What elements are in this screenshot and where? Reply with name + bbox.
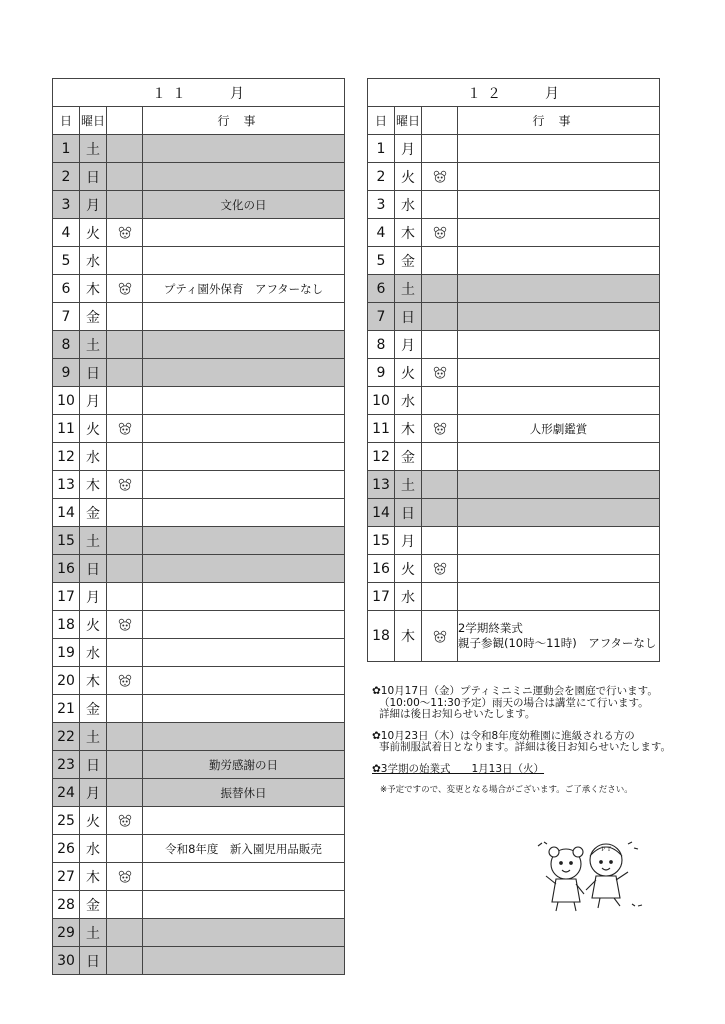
icon-cell bbox=[107, 667, 143, 695]
icon-cell bbox=[422, 527, 458, 555]
mouse-icon bbox=[118, 225, 132, 240]
event-cell bbox=[143, 667, 345, 695]
calendar-row bbox=[53, 359, 345, 387]
event-cell bbox=[458, 135, 660, 163]
calendar-row bbox=[53, 527, 345, 555]
mouse-icon bbox=[118, 869, 132, 884]
weekday: 金 bbox=[80, 499, 107, 527]
calendar-row bbox=[368, 527, 660, 555]
icon-cell bbox=[107, 443, 143, 471]
day-number: 9 bbox=[53, 359, 80, 387]
icon-cell bbox=[422, 359, 458, 387]
icon-cell bbox=[107, 891, 143, 919]
icon-cell bbox=[107, 499, 143, 527]
weekday: 金 bbox=[395, 247, 422, 275]
event-cell bbox=[143, 163, 345, 191]
event-cell bbox=[143, 247, 345, 275]
event-line: 親子参観(10時～11時) アフターなし bbox=[458, 636, 657, 650]
header-row bbox=[368, 107, 660, 135]
day-number: 24 bbox=[53, 779, 80, 807]
calendar-row bbox=[53, 555, 345, 583]
event-cell bbox=[458, 275, 660, 303]
event-cell bbox=[143, 499, 345, 527]
weekday: 土 bbox=[80, 527, 107, 555]
event-cell bbox=[458, 555, 660, 583]
day-number: 6 bbox=[368, 275, 395, 303]
weekday: 日 bbox=[80, 359, 107, 387]
cap-text: ＰＴ bbox=[600, 846, 613, 853]
weekday: 水 bbox=[395, 191, 422, 219]
event-cell bbox=[458, 387, 660, 415]
event-cell: プティ園外保育 アフターなし bbox=[143, 275, 345, 303]
calendar-row bbox=[368, 387, 660, 415]
mouse-icon bbox=[118, 813, 132, 828]
calendar-row bbox=[53, 247, 345, 275]
calendar-row bbox=[53, 639, 345, 667]
event-cell bbox=[458, 219, 660, 247]
icon-cell bbox=[107, 527, 143, 555]
calendar-row bbox=[368, 415, 660, 443]
note-disclaimer: ※予定ですので、変更となる場合がございます。ご了承ください。 bbox=[380, 785, 633, 795]
month-title bbox=[368, 79, 660, 107]
mouse-icon bbox=[118, 281, 132, 296]
icon-cell bbox=[107, 275, 143, 303]
weekday: 火 bbox=[395, 359, 422, 387]
calendar-row bbox=[53, 443, 345, 471]
icon-cell bbox=[107, 947, 143, 975]
note-line: ✿3学期の始業式 1月13日（火） bbox=[372, 762, 545, 775]
mouse-icon bbox=[433, 421, 447, 436]
event-cell bbox=[143, 919, 345, 947]
icon-cell bbox=[107, 723, 143, 751]
icon-cell bbox=[107, 751, 143, 779]
event-cell: 人形劇鑑賞 bbox=[458, 415, 660, 443]
month-label: 月 bbox=[545, 85, 560, 102]
header-events: 行事 bbox=[143, 107, 345, 135]
icon-cell bbox=[107, 135, 143, 163]
calendar-row bbox=[53, 275, 345, 303]
weekday: 日 bbox=[80, 751, 107, 779]
day-number: 10 bbox=[368, 387, 395, 415]
weekday: 木 bbox=[395, 611, 422, 662]
event-cell bbox=[143, 611, 345, 639]
event-cell bbox=[143, 219, 345, 247]
icon-cell bbox=[107, 247, 143, 275]
weekday: 火 bbox=[395, 163, 422, 191]
weekday: 日 bbox=[395, 303, 422, 331]
event-cell bbox=[143, 387, 345, 415]
mouse-icon bbox=[118, 477, 132, 492]
day-number: 16 bbox=[368, 555, 395, 583]
day-number: 2 bbox=[53, 163, 80, 191]
day-number: 13 bbox=[368, 471, 395, 499]
mouse-icon bbox=[118, 617, 132, 632]
icon-cell bbox=[107, 863, 143, 891]
weekday: 土 bbox=[395, 471, 422, 499]
calendar-row bbox=[368, 247, 660, 275]
weekday: 水 bbox=[80, 639, 107, 667]
calendar-row bbox=[368, 191, 660, 219]
event-cell bbox=[458, 163, 660, 191]
icon-cell bbox=[107, 555, 143, 583]
event-cell: 令和8年度 新入園児用品販売 bbox=[143, 835, 345, 863]
weekday: 火 bbox=[80, 807, 107, 835]
day-number: 28 bbox=[53, 891, 80, 919]
weekday: 火 bbox=[80, 219, 107, 247]
icon-cell bbox=[107, 639, 143, 667]
event-cell bbox=[143, 443, 345, 471]
icon-cell bbox=[422, 583, 458, 611]
calendar-row bbox=[53, 947, 345, 975]
day-number: 4 bbox=[368, 219, 395, 247]
mouse-icon bbox=[118, 421, 132, 436]
day-number: 5 bbox=[53, 247, 80, 275]
icon-cell bbox=[422, 331, 458, 359]
weekday: 水 bbox=[395, 387, 422, 415]
event-cell bbox=[458, 499, 660, 527]
header-weekday: 曜日 bbox=[80, 107, 107, 135]
event-line: 2学期終業式 bbox=[458, 621, 523, 635]
day-number: 23 bbox=[53, 751, 80, 779]
day-number: 9 bbox=[368, 359, 395, 387]
note-line: ✿10月17日（金）プティミニミニ運動会を園庭で行います。 bbox=[372, 685, 658, 697]
event-cell bbox=[458, 331, 660, 359]
header-icon-col bbox=[422, 107, 458, 135]
icon-cell bbox=[107, 779, 143, 807]
day-number: 18 bbox=[53, 611, 80, 639]
calendar-row bbox=[368, 275, 660, 303]
mouse-icon bbox=[433, 365, 447, 380]
notes-section bbox=[372, 686, 672, 797]
event-cell bbox=[143, 583, 345, 611]
day-number: 22 bbox=[53, 723, 80, 751]
day-number: 6 bbox=[53, 275, 80, 303]
note-line: （10:00～11:30予定）雨天の場合は講堂にて行います。 bbox=[379, 696, 649, 709]
icon-cell bbox=[107, 387, 143, 415]
icon-cell bbox=[422, 247, 458, 275]
calendar-row bbox=[53, 779, 345, 807]
calendar-row bbox=[53, 191, 345, 219]
weekday: 月 bbox=[80, 779, 107, 807]
weekday: 木 bbox=[395, 219, 422, 247]
event-cell bbox=[458, 611, 660, 662]
month-title-row bbox=[368, 79, 660, 107]
day-number: 11 bbox=[368, 415, 395, 443]
icon-cell bbox=[107, 807, 143, 835]
event-cell bbox=[458, 303, 660, 331]
icon-cell bbox=[107, 695, 143, 723]
icon-cell bbox=[107, 471, 143, 499]
icon-cell bbox=[422, 471, 458, 499]
icon-cell bbox=[107, 415, 143, 443]
mouse-icon bbox=[433, 169, 447, 184]
weekday: 木 bbox=[80, 667, 107, 695]
icon-cell bbox=[422, 499, 458, 527]
calendar-row bbox=[53, 807, 345, 835]
event-cell: 文化の日 bbox=[143, 191, 345, 219]
header-day: 日 bbox=[368, 107, 395, 135]
event-cell bbox=[143, 947, 345, 975]
calendar-row bbox=[368, 219, 660, 247]
note-uniform-fitting bbox=[372, 731, 672, 754]
header-weekday: 曜日 bbox=[395, 107, 422, 135]
day-number: 8 bbox=[53, 331, 80, 359]
event-cell bbox=[143, 359, 345, 387]
day-number: 19 bbox=[53, 639, 80, 667]
calendar-row bbox=[53, 835, 345, 863]
event-cell bbox=[143, 135, 345, 163]
event-cell bbox=[143, 555, 345, 583]
icon-cell bbox=[422, 415, 458, 443]
event-cell bbox=[143, 807, 345, 835]
day-number: 2 bbox=[368, 163, 395, 191]
icon-cell bbox=[107, 303, 143, 331]
day-number: 13 bbox=[53, 471, 80, 499]
weekday: 木 bbox=[80, 275, 107, 303]
event-cell bbox=[143, 415, 345, 443]
calendar-row bbox=[53, 135, 345, 163]
day-number: 15 bbox=[53, 527, 80, 555]
calendar-row bbox=[53, 387, 345, 415]
icon-cell bbox=[422, 555, 458, 583]
icon-cell bbox=[422, 611, 458, 662]
day-number: 15 bbox=[368, 527, 395, 555]
day-number: 11 bbox=[53, 415, 80, 443]
weekday: 土 bbox=[80, 331, 107, 359]
mouse-icon bbox=[118, 673, 132, 688]
day-number: 21 bbox=[53, 695, 80, 723]
note-line: 事前制服試着日となります。詳細は後日お知らせいたします。 bbox=[379, 741, 672, 753]
calendar-row bbox=[53, 471, 345, 499]
calendar-row bbox=[368, 135, 660, 163]
day-number: 7 bbox=[368, 303, 395, 331]
icon-cell bbox=[107, 219, 143, 247]
icon-cell bbox=[107, 611, 143, 639]
icon-cell bbox=[107, 835, 143, 863]
calendar-row bbox=[368, 443, 660, 471]
note-third-term bbox=[372, 764, 672, 776]
weekday: 土 bbox=[395, 275, 422, 303]
day-number: 17 bbox=[368, 583, 395, 611]
calendar-row bbox=[53, 303, 345, 331]
icon-cell bbox=[422, 303, 458, 331]
event-cell: 振替休日 bbox=[143, 779, 345, 807]
weekday: 火 bbox=[395, 555, 422, 583]
event-cell bbox=[143, 891, 345, 919]
day-number: 14 bbox=[53, 499, 80, 527]
event-cell bbox=[458, 443, 660, 471]
calendar-row bbox=[53, 499, 345, 527]
calendar-row bbox=[368, 499, 660, 527]
day-number: 25 bbox=[53, 807, 80, 835]
month-title bbox=[53, 79, 345, 107]
calendar-row bbox=[53, 695, 345, 723]
day-number: 30 bbox=[53, 947, 80, 975]
day-number: 8 bbox=[368, 331, 395, 359]
weekday: 日 bbox=[80, 163, 107, 191]
weekday: 水 bbox=[80, 247, 107, 275]
weekday: 木 bbox=[80, 863, 107, 891]
weekday: 火 bbox=[80, 415, 107, 443]
day-number: 29 bbox=[53, 919, 80, 947]
weekday: 日 bbox=[80, 947, 107, 975]
calendar-row bbox=[368, 163, 660, 191]
day-number: 20 bbox=[53, 667, 80, 695]
icon-cell bbox=[422, 443, 458, 471]
icon-cell bbox=[107, 331, 143, 359]
day-number: 12 bbox=[53, 443, 80, 471]
icon-cell bbox=[422, 387, 458, 415]
icon-cell bbox=[107, 163, 143, 191]
month-label: 月 bbox=[230, 85, 245, 102]
icon-cell bbox=[422, 163, 458, 191]
event-cell bbox=[458, 583, 660, 611]
icon-cell bbox=[422, 191, 458, 219]
weekday: 日 bbox=[395, 499, 422, 527]
day-number: 27 bbox=[53, 863, 80, 891]
calendar-row bbox=[53, 667, 345, 695]
day-number: 1 bbox=[53, 135, 80, 163]
day-number: 1 bbox=[368, 135, 395, 163]
weekday: 月 bbox=[395, 135, 422, 163]
calendar-row bbox=[53, 919, 345, 947]
weekday: 木 bbox=[395, 415, 422, 443]
day-number: 16 bbox=[53, 555, 80, 583]
icon-cell bbox=[422, 219, 458, 247]
weekday: 月 bbox=[395, 527, 422, 555]
day-number: 17 bbox=[53, 583, 80, 611]
day-number: 4 bbox=[53, 219, 80, 247]
calendar-row bbox=[53, 611, 345, 639]
event-cell bbox=[143, 863, 345, 891]
event-cell bbox=[458, 471, 660, 499]
event-cell bbox=[458, 191, 660, 219]
note-line: 詳細は後日お知らせいたします。 bbox=[379, 708, 536, 720]
day-number: 3 bbox=[53, 191, 80, 219]
children-illustration bbox=[528, 834, 646, 914]
icon-cell bbox=[107, 191, 143, 219]
weekday: 月 bbox=[80, 191, 107, 219]
weekday: 金 bbox=[395, 443, 422, 471]
event-cell bbox=[143, 639, 345, 667]
header-day: 日 bbox=[53, 107, 80, 135]
month-title-row bbox=[53, 79, 345, 107]
weekday: 金 bbox=[80, 891, 107, 919]
calendar-row bbox=[53, 415, 345, 443]
calendar-row bbox=[53, 723, 345, 751]
day-number: 12 bbox=[368, 443, 395, 471]
event-cell bbox=[143, 303, 345, 331]
day-number: 3 bbox=[368, 191, 395, 219]
weekday: 火 bbox=[80, 611, 107, 639]
day-number: 5 bbox=[368, 247, 395, 275]
mouse-icon bbox=[433, 561, 447, 576]
weekday: 金 bbox=[80, 303, 107, 331]
header-events: 行事 bbox=[458, 107, 660, 135]
weekday: 水 bbox=[80, 443, 107, 471]
weekday: 木 bbox=[80, 471, 107, 499]
event-cell bbox=[458, 247, 660, 275]
icon-cell bbox=[422, 135, 458, 163]
event-cell bbox=[458, 527, 660, 555]
mouse-icon bbox=[433, 225, 447, 240]
mouse-icon bbox=[433, 629, 447, 644]
weekday: 水 bbox=[80, 835, 107, 863]
calendar-row bbox=[368, 583, 660, 611]
day-number: 14 bbox=[368, 499, 395, 527]
event-cell bbox=[143, 723, 345, 751]
calendar-row bbox=[368, 359, 660, 387]
icon-cell bbox=[107, 583, 143, 611]
november-calendar bbox=[52, 78, 345, 975]
weekday: 日 bbox=[80, 555, 107, 583]
calendar-row bbox=[368, 331, 660, 359]
header-row bbox=[53, 107, 345, 135]
weekday: 月 bbox=[80, 583, 107, 611]
event-cell bbox=[143, 695, 345, 723]
december-calendar bbox=[367, 78, 660, 662]
calendar-row bbox=[53, 331, 345, 359]
month-number: １１ bbox=[152, 85, 192, 102]
note-sports-day bbox=[372, 686, 672, 721]
calendar-row bbox=[53, 891, 345, 919]
weekday: 土 bbox=[80, 135, 107, 163]
calendar-row bbox=[368, 303, 660, 331]
weekday: 月 bbox=[395, 331, 422, 359]
event-cell bbox=[143, 331, 345, 359]
icon-cell bbox=[107, 359, 143, 387]
calendar-row bbox=[53, 583, 345, 611]
calendar-row bbox=[53, 863, 345, 891]
event-cell: 勤労感謝の日 bbox=[143, 751, 345, 779]
day-number: 18 bbox=[368, 611, 395, 662]
weekday: 土 bbox=[80, 723, 107, 751]
weekday: 水 bbox=[395, 583, 422, 611]
day-number: 26 bbox=[53, 835, 80, 863]
calendar-row bbox=[53, 751, 345, 779]
calendar-row bbox=[368, 611, 660, 662]
weekday: 金 bbox=[80, 695, 107, 723]
event-cell bbox=[458, 359, 660, 387]
month-number: １２ bbox=[467, 85, 507, 102]
calendar-row bbox=[368, 471, 660, 499]
calendar-row bbox=[368, 555, 660, 583]
icon-cell bbox=[107, 919, 143, 947]
header-icon-col bbox=[107, 107, 143, 135]
day-number: 7 bbox=[53, 303, 80, 331]
weekday: 土 bbox=[80, 919, 107, 947]
event-cell bbox=[143, 527, 345, 555]
icon-cell bbox=[422, 275, 458, 303]
note-line: ✿10月23日（木）は令和8年度幼稚園に進級される方の bbox=[372, 729, 635, 742]
calendar-row bbox=[53, 163, 345, 191]
weekday: 月 bbox=[80, 387, 107, 415]
event-cell bbox=[143, 471, 345, 499]
calendar-row bbox=[53, 219, 345, 247]
day-number: 10 bbox=[53, 387, 80, 415]
